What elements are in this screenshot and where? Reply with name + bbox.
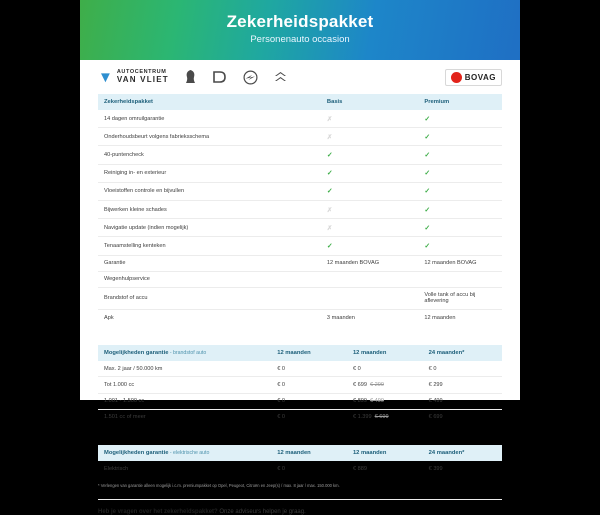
col-warranty-note: - brandstof auto [168,350,207,357]
bovag-mark-icon [451,72,462,83]
cell-warranty-label: 1.001 - 1.500 cc [98,393,271,409]
cell-basis [321,255,418,271]
cell-basis [321,219,418,237]
col-24-maanden: 24 maanden* [423,345,502,361]
check-icon: ✓ [424,151,431,159]
cell-premium [418,128,502,146]
col-warranty-options: Mogelijkheden garantie - elektrische auto [98,445,271,461]
cell-feature: 14 dagen omruilgarantie [98,110,321,128]
table-header-row [98,445,502,461]
cell-basis [321,237,418,255]
cell-basis [321,146,418,164]
cell-feature: Reiniging in- en exterieur [98,164,321,182]
table-row [98,271,502,287]
cell-premium [418,164,502,182]
col-premium: Premium [418,94,502,110]
peugeot-lion-icon [183,68,199,86]
check-icon: ✓ [424,224,431,232]
cell-warranty-label: Elektrisch [104,465,129,472]
cell-basis [321,182,418,200]
cell-basis [321,164,418,182]
cell-price-12a: € 0 [277,465,285,472]
cross-icon: ✗ [326,224,333,232]
check-icon: ✓ [424,206,431,214]
cell-price-12a: € 0 [277,414,285,421]
cell-text: 12 maanden BOVAG [424,260,477,267]
brand-strip [80,60,520,94]
col-12-maanden-a: 12 maanden [271,345,347,361]
cell-price-24: € 299 [423,377,502,393]
check-icon: ✓ [326,242,333,250]
table-row [98,164,502,182]
table-row [98,146,502,164]
cell-basis [321,110,418,128]
check-icon: ✓ [424,188,431,196]
cell-premium [418,271,502,287]
cell-price-12b: € 899 € 499 [347,393,423,409]
cell-premium [418,310,502,326]
page-title: Zekerheidspakket [226,12,374,31]
cell-price-24: € 0 [423,361,502,377]
col-warranty-note: - elektrische auto [168,450,210,456]
cell-premium [418,287,502,309]
bovag-label: BOVAG [464,72,496,82]
cell-feature: 40-puntencheck [98,146,321,164]
cell-warranty-label: Tot 1.000 cc [98,377,271,393]
cell-text: 3 maanden [326,314,355,321]
table-row [98,200,502,218]
cell-warranty-label: 1.501 cc of meer [104,414,146,421]
cell-basis [321,287,418,309]
cell-price-12a: € 0 [271,393,347,409]
dealer-name-line1: AUTOCENTRUM [116,68,167,75]
cell-text: 12 maanden BOVAG [326,260,380,267]
cell-basis [321,310,418,326]
cross-icon: ✗ [326,206,333,214]
cross-icon: ✗ [326,115,333,123]
document-page [80,0,520,515]
cell-price-12b: € 1.399 € 699 [352,414,389,421]
table-row [98,287,502,309]
table-row [98,128,502,146]
cell-warranty-label: Max. 2 jaar / 50.000 km [98,361,271,377]
cell-feature: Navigatie update (indien mogelijk) [98,219,321,237]
cell-feature: Garantie [98,255,321,271]
cell-feature: Tenaamstelling kenteken [98,237,321,255]
cell-premium [418,219,502,237]
cell-premium [418,110,502,128]
check-icon: ✓ [326,188,333,196]
package-comparison-table [98,94,502,325]
cell-basis [321,128,418,146]
table-row [98,182,502,200]
table-row [98,110,502,128]
table-row [98,377,502,393]
col-feature: Zekerheidspakket [98,94,321,110]
table-row [98,310,502,326]
cell-premium [418,146,502,164]
cell-feature: Bijwerken kleine schades [98,200,321,218]
opel-blitz-icon [243,68,259,86]
cell-price-24: € 699 [428,414,443,421]
cross-icon: ✗ [326,133,333,141]
dealer-logo [98,70,169,85]
page-header [80,0,520,60]
cell-premium [418,255,502,271]
table-header-row [98,345,502,361]
table-row [98,461,502,476]
ds-icon [213,68,229,86]
col-12-maanden-b: 12 maanden [347,345,423,361]
cell-price-24: € 499 [423,393,502,409]
col-basis: Basis [321,94,418,110]
cta-line [98,499,502,515]
footnote: * Verlengen van garantie alleen mogelijk i.c.m. premiumpakket op Opel, Peugeot, Citroën en Jeep(s) / max. 8 jaar / max. 150.000 km. [98,483,340,489]
cell-feature: Brandstof of accu [98,287,321,309]
cell-price-12a: € 0 [271,361,347,377]
page-subtitle: Personenauto occasion [250,34,350,45]
table-row [98,219,502,237]
cell-price-24: € 399 [428,465,443,472]
table-row [98,361,502,377]
cell-feature: Vloeistoffen controle en bijvullen [98,182,321,200]
cell-text: Volle tank of accu bij aflevering [424,292,476,305]
bovag-logo [445,69,502,86]
cta-question: Heb je vragen over het zekerheidspakket? [98,509,218,515]
check-icon: ✓ [424,170,431,178]
cell-price-12a: € 0 [271,377,347,393]
table-row [98,237,502,255]
cell-feature: Onderhoudsbeurt volgens fabrieksschema [98,128,321,146]
cta-rest: Onze adviseurs helpen je graag. [217,509,306,515]
cell-premium [418,237,502,255]
check-icon: ✓ [326,170,333,178]
cell-price-12b: € 0 [347,361,423,377]
table-row [98,255,502,271]
cell-basis [321,271,418,287]
cell-price-12b: € 699 € 299 [347,377,423,393]
warranty-electric-table [98,445,502,476]
cell-price-12b: € 889 [352,465,367,472]
cell-feature: Wegenhulpservice [98,271,321,287]
col-12-maanden-a: 12 maanden [271,445,347,461]
cell-premium [418,200,502,218]
cell-text: 12 maanden [424,314,456,321]
dealer-name-line2: VAN VLIET [116,74,169,84]
chevron-logo-icon: ▼ [98,68,113,86]
cell-basis [321,200,418,218]
table-row [98,409,502,425]
check-icon: ✓ [424,115,431,123]
cell-feature: Apk [104,314,114,321]
col-warranty-options: Mogelijkheden garantie - brandstof auto [98,345,271,361]
table-header-row [98,94,502,110]
warranty-fuel-table [98,345,502,425]
check-icon: ✓ [424,133,431,141]
table-row [98,393,502,409]
check-icon: ✓ [424,242,431,250]
col-12-maanden-b: 12 maanden [347,445,423,461]
citroen-chevrons-icon [273,68,289,86]
col-24-maanden: 24 maanden* [423,445,502,461]
check-icon: ✓ [326,151,333,159]
cell-premium [418,182,502,200]
